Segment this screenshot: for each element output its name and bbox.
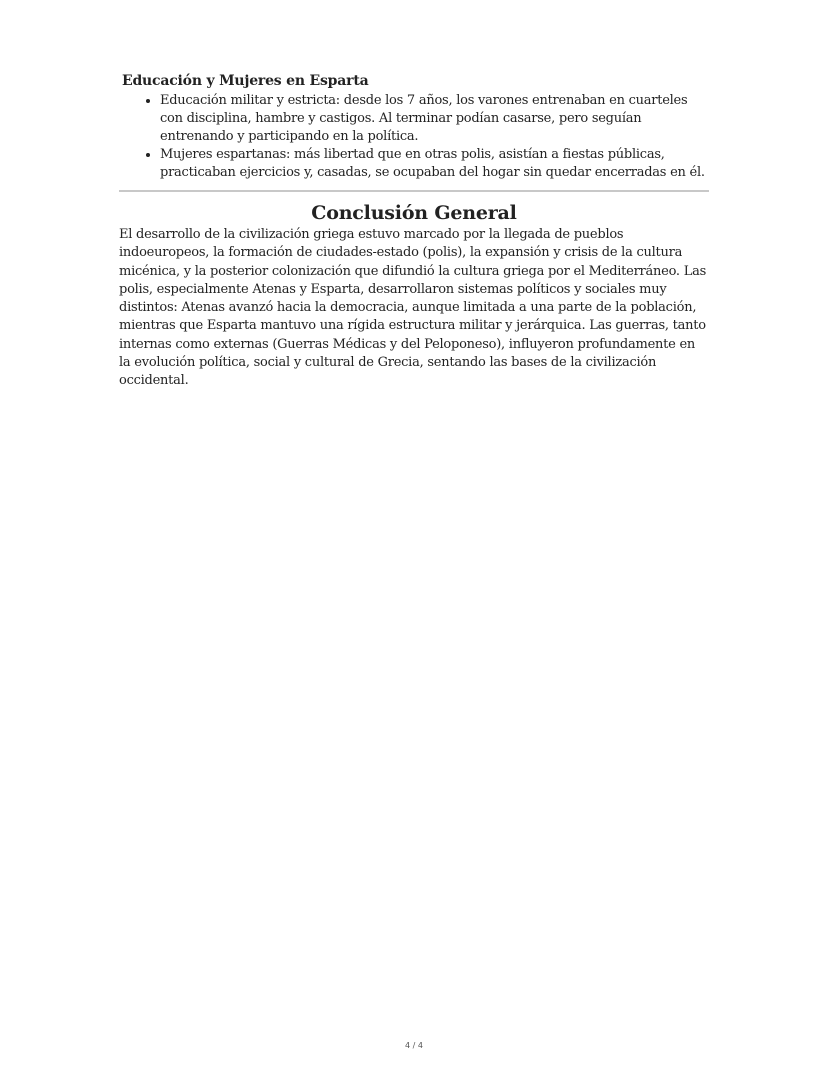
section-divider: [119, 190, 709, 192]
section-conclusion: [119, 200, 709, 391]
bullet-list: [119, 92, 709, 182]
document-page: [119, 72, 709, 391]
section-heading: Educación y Mujeres en Esparta: [122, 73, 369, 89]
bullet-item-military-education: • Educación militar y estricta: desde los 7 años, los varones entrenaban en cuarteles con disciplina, hambre y castigos. Al terminar podían casarse, pero seguían entrenando y participando en la política.: [160, 92, 709, 146]
conclusion-title: Conclusión General: [311, 202, 517, 224]
bullet-item-spartan-women: • Mujeres espartanas: más libertad que en otras polis, asistían a fiestas públicas, practicaban ejercicios y, casadas, se ocupaban del hogar sin quedar encerradas en él.: [160, 146, 709, 182]
page-number: 4 / 4: [405, 1041, 423, 1050]
conclusion-paragraph: El desarrollo de la civilización griega estuvo marcado por la llegada de pueblos indoeuropeos, la formación de ciudades-estado (polis), la expansión y crisis de la cultura micénica, y la posterior colonización que difundió la cultura griega por el Mediterráneo. Las polis, especialmente Atenas y Esparta, desarrollaron sistemas políticos y sociales muy distintos: Atenas avanzó hacia la democracia, aunque limitada a una parte de la población, mientras que Esparta mantuvo una rígida estructura militar y jerárquica. Las guerras, tanto internas como externas (Guerras Médicas y del Peloponeso), influyeron profundamente en la evolución política, social y cultural de Grecia, sentando las bases de la civilización occidental.: [119, 227, 707, 389]
section-spartan-education: [119, 72, 709, 182]
